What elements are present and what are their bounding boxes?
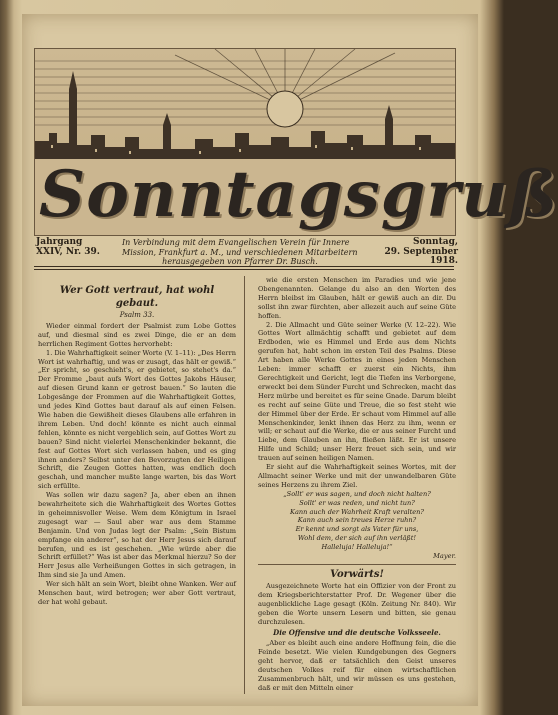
paragraph: wie die ersten Menschen im Paradies und wie jene Obengenannten. Gelange du also an den Worten des Herrn bleibst im Glauben, hält er gewiß auch an dir. Du sollst ihn zwar fürchten, aber allezeit auch auf seine Güte hoffen. [258,276,456,320]
article-separator [258,564,456,565]
weekday: Sonntag, [412,237,458,247]
poem-signature: Mayer. [433,552,456,561]
article-subtitle: Psalm 33. [119,311,155,319]
newspaper-title: Sonntagsgruß [39,157,558,232]
poem-line: Sollt' er was reden, und nicht tun? [299,498,415,507]
issue-number: XXIV, Nr. 39. [36,246,100,257]
masthead-illustration [34,48,558,236]
subtitle-line-1: In Verbindung mit dem Evangelischen Verein für Innere [122,238,350,247]
date-info [362,238,458,267]
column-divider [244,276,245,694]
issue-date: 29. September 1918. [384,246,458,266]
poem [258,490,456,552]
issue-label: Jahrgang [36,237,83,247]
paragraph: 2. Die Allmacht und Güte seiner Werke (V. 12–22). Wie Gottes Wort allmächtig schafft und gebietet auf dem Erdboden, wie es Himmel und Erde aus dem Nichts gerufen hat, habt schon im ersten Teil des Psalms. Diese Art haben alle Werke Gottes in eines jeden Menschen Leben: immer schafft er zuerst ein Nichts, ihm Gerechtigkeit und Gericht, legt die Tiefen ins Verborgene, erweckt bei dem Sünder Furcht und Schrecken, macht das Herz mürbe und bereitet es für seine Gnade. Darum bleibt es recht auf seine Güte und Treue, die so fest steht wie der Himmel über der Erde. Er schaut vom Himmel auf alle Menschenkinder, lenkt ihnen das Herz zu ihm, wenn er will; er schaut auf die Werke, die er aus seiner Furcht und Liebe, dem Glauben an ihn, fließen läßt. Er ist unsere Hilfe und Schild; unser Herz freuet sich sein, und wir trauen auf seinen heiligen Namen. [258,320,456,463]
article-subheading: Die Offensive und die deutsche Volksseele. [273,627,441,637]
paragraph: Wer sich hält an sein Wort, bleibt ohne Wanken. Wer auf Menschen baut, wird betrogen; wer aber Gott vertraut, der hat wohl gebaut. [38,580,236,606]
subtitle-line-2: Mission, Frankfurt a. M., und verschiedenen Mitarbeitern [122,247,358,257]
poem-line: Kann auch sein treues Herze ruhn? [297,516,417,525]
paragraph: „Aber es bleibt auch eine andere Hoffnung fein, die die Feinde besetzt. Wie vielen Kundgebungen des Gegners geht hervor, daß er tatsächlich den Geist unseres deutschen Volkes reif für einen wirtschaftlichen Zusammenbruch hält, und wir müssen es uns gestehen, daß er mit den Mitteln einer [258,639,456,692]
publisher-info [122,238,358,267]
paragraph: Er sieht auf die Wahrhaftigkeit seines Wortes, mit der Allmacht seiner Werke und mit der unwandelbaren Güte seines Herzens zu ihrem Ziel. [258,463,456,489]
newspaper-page [22,14,558,706]
poem-line: Er kennt und sorgt als Vater für uns, [295,525,419,534]
paragraph: Ausgezeichnete Worte hat ein Offizier von der Front zu dem Kriegsberichterstatter Prof. Dr. Wegener über die augenblickliche Lage gesagt (Köln. Zeitung Nr. 840). Wir geben die Worte unsern Lesern und bitten, sie genau durchzulesen. [258,582,456,626]
poem-line: Kann auch der Wahrheit Kraft veralten? [290,507,424,516]
paragraph: 1. Die Wahrhaftigkeit seiner Worte (V. 1–11): „Des Herrn Wort ist wahrhaftig, und was er zusagt, das hält er gewiß.“ „Er spricht, so geschieht's, er gebietet, so stehet's da.“ Der Fromme „baut aufs Wort des Gottes Jakobs Häuser, auf diesen Grund kann er getrost bauen.“ So lauten die Lobgesänge der Frommen auf die Wahrhaftigkeit Gottes, und jedes Kind Gottes baut darauf als auf einen Felsen. Wie haben die Gewißheit dieses Glaubens alle erfahren in ihrem Leben. Und doch! könnte es nicht auch einmal fehlen, könnte es nicht vergeblich sein, auf Gottes Wort zu bauen? Sind nicht vielerlei Menschenkinder bekannt, die fest auf Gottes Wort sich verlassen haben, und es ging ihnen anders? Selbst unter den Bevorzugten der Heiligen Schrift, die Zeugen Gottes hatten, was endlich doch geschah, und mancher mußte lange warten, bis das Wort sich erfüllte. [38,348,236,491]
article-title: Vorwärts! [330,569,384,580]
header-rule-double [34,269,454,270]
paragraph: Wieder einmal fordert der Psalmist zum Lobe Gottes auf, und diesmal sind es zwei Dinge, die er an dem herrlichen Regiment Gottes hervorhebt: [38,321,236,348]
subtitle-line-3: herausgegeben von Pfarrer Dr. Busch. [162,257,318,266]
poem-line: Wohl dem, der sich auf ihn verläßt! [297,534,417,543]
header-rule [34,266,454,267]
left-column [38,284,236,694]
article-title: Wer Gott vertraut, hat wohl gebaut. [59,285,215,309]
poem-line: „Sollt' er was sagen, und doch nicht halten? [283,489,431,498]
right-column [258,276,456,694]
poem-line: Halleluja! Halleluja!“ [321,543,393,552]
paragraph: Was sollen wir dazu sagen? Ja, aber eben an ihnen bewahrheitete sich die Wahrhaftigkeit des Wortes Gottes in geheimnisvoller Weise. Wem dem Königtum in Israel zugesagt war — Saul aber war aus dem Stamme Benjamin. Und von Judas legt der Psalm: „Sein Bistum empfange ein anderer“, so hat der Herr Jesus sich darauf berufen, und es ist geschehen. „Wie würde aber die Schrift erfüllet?“ Was ist aber das Merkmal hierzu? So der Herr Jesus alle Verheißungen Gottes in sich getragen, in Ihm sind sie Ja und Amen. [38,491,236,580]
issue-info [36,238,122,257]
